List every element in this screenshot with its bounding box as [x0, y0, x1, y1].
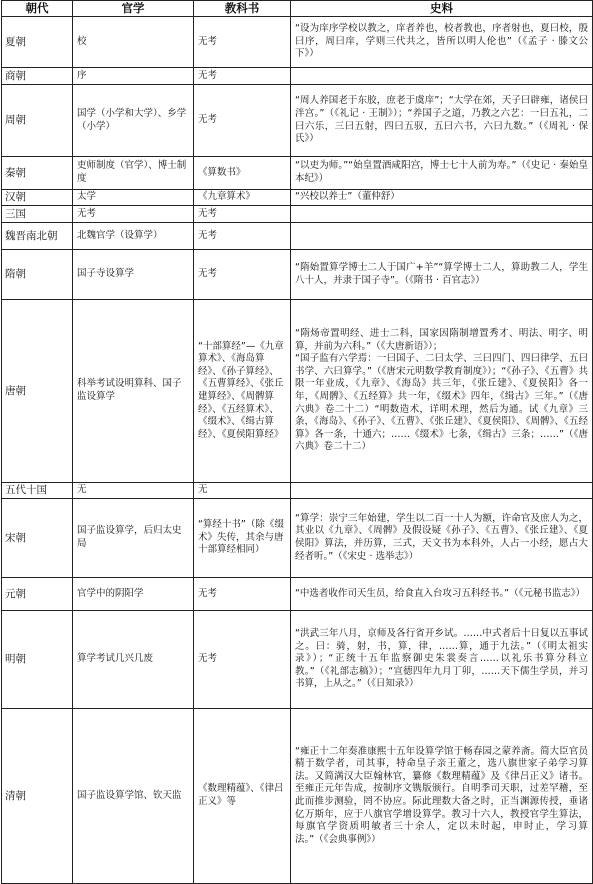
- textbook-cell: 无: [194, 483, 291, 499]
- sources-cell: [291, 206, 593, 223]
- table-row: [2, 499, 593, 578]
- dynasty-cell: 五代十国: [2, 483, 73, 499]
- table-row: [2, 206, 593, 223]
- school-cell: 国学（小学和大学）、乡学（小学）: [73, 85, 194, 157]
- school-cell: 序: [73, 68, 194, 85]
- table-row: [2, 85, 593, 157]
- table-row: [2, 300, 593, 483]
- sources-cell: “周人养国老于东胶，庶老于虞庠”；“大学在郊，天子曰辟雍，诸侯曰泮宫。”（《礼记 · 王制》）；“养国子之道，乃教之六艺：一曰五礼，二曰六乐，三曰五射，四曰五驭，五曰六书，六曰九数。”（《周礼 · 保氏》）: [291, 85, 593, 157]
- textbook-cell: 无考: [194, 611, 291, 709]
- sources-cell: “设为庠序学校以教之，庠者养也，校者教也，序者射也，夏曰校，殷曰序，周曰庠，学则三代共之，皆所以明人伦也”（《孟子 · 滕文公下》）: [291, 17, 593, 68]
- textbook-cell: 无考: [194, 206, 291, 223]
- school-cell: 太学: [73, 190, 194, 206]
- table-row: [2, 250, 593, 300]
- sources-cell: “洪武三年八月，京师及各行省开乡试。……中式者后十日复以五事试之。曰：骑，射，书，算，律，……算，通于九法。”（《明太祖实录》）；“正统十五年监察御史朱裳奏言……以礼乐书算分科立教。”（《礼部志稿》）；“宣德四年九月丁卯，……天下儒生学员，并习书算，上从之。”（《日知录》）: [291, 611, 593, 709]
- textbook-cell: 《九章算术》: [194, 190, 291, 206]
- header-row: [2, 1, 593, 17]
- school-cell: 无考: [73, 206, 194, 223]
- header-sources: 史料: [291, 1, 593, 17]
- table-row: [2, 223, 593, 250]
- header-textbook: 教科书: [194, 1, 291, 17]
- textbook-cell: 无考: [194, 578, 291, 611]
- header-dynasty: 朝代: [2, 1, 73, 17]
- dynasty-cell: 汉朝: [2, 190, 73, 206]
- sources-cell: [291, 483, 593, 499]
- table-row: [2, 190, 593, 206]
- textbook-cell: 无考: [194, 85, 291, 157]
- school-cell: 科举考试设明算科、国子监设算学: [73, 300, 194, 483]
- textbook-cell: 无考: [194, 250, 291, 300]
- sources-cell: “中选者收作司天生员，给食直入台攻习五科经书。”（《元秘书监志》）: [291, 578, 593, 611]
- dynasty-cell: 宋朝: [2, 499, 73, 578]
- dynasty-cell: 唐朝: [2, 300, 73, 483]
- source-paragraph: “隋炀帝置明经、进士二科，国家因隋制增置秀才、明法、明字、明算，并前为六科。”（《大唐新语》）；: [295, 328, 588, 352]
- history-table: [1, 0, 593, 884]
- table-row: [2, 611, 593, 709]
- sources-cell: [291, 68, 593, 85]
- school-cell: 吏师制度（官学）、博士制度: [73, 157, 194, 190]
- dynasty-cell: 三国: [2, 206, 73, 223]
- school-cell: 无: [73, 483, 194, 499]
- sources-cell: “隋始置算学博士二人于国广+羊”“算学博士二人，算助教二人，学生八十人，并隶于国子寺”。（《隋书 · 百官志》）: [291, 250, 593, 300]
- school-cell: 国子寺设算学: [73, 250, 194, 300]
- school-cell: 官学中的阴阳学: [73, 578, 194, 611]
- table-row: [2, 578, 593, 611]
- sources-cell: [291, 300, 593, 483]
- dynasty-cell: 魏晋南北朝: [2, 223, 73, 250]
- table-row: [2, 68, 593, 85]
- dynasty-cell: 周朝: [2, 85, 73, 157]
- school-cell: 北魏官学（设算学）: [73, 223, 194, 250]
- dynasty-cell: 明朝: [2, 611, 73, 709]
- sources-cell: [291, 223, 593, 250]
- dynasty-cell: 秦朝: [2, 157, 73, 190]
- sources-cell: “算学：崇宁三年始建，学生以二百一十人为额，许命官及庶人为之，其业以《九章》、《周髀》及假设疑《孙子》、《五曹》、《张丘建》、《夏侯阳》算法，并历算，三式，天文书为本科外，人占一小经，愿占大经者听。”（《宋史 · 选举志》）: [291, 499, 593, 578]
- textbook-cell: 《算数书》: [194, 157, 291, 190]
- table-row: [2, 17, 593, 68]
- dynasty-cell: 元朝: [2, 578, 73, 611]
- school-cell: 算学考试几兴几废: [73, 611, 194, 709]
- sources-cell: “雍正十二年奏准康熙十五年设算学馆于畅春园之蒙养斋。简大臣官员精于数学者，司其事，特命皇子亲王董之，选八旗世家子弟学习算法。又简满汉大臣翰林官，纂修《数理精蕴》及《律吕正义》诸书。至雍正元年告成，按制序文镌版颁行。自明季司天职，过差罕稽，至此而推步测验，罔不协应。际此理数大备之时，正当渊源传授，垂诸亿万斯年，应于八旗官学增设算学。教习十六人，教授官学生算法，每旗官学资质明敏者三十余人，定以未时起，申时止，学习算法。”（《会典事例》）: [291, 709, 593, 884]
- textbook-cell: 无考: [194, 17, 291, 68]
- table-row: [2, 709, 593, 884]
- school-cell: 国子监设算学，后归太史局: [73, 499, 194, 578]
- textbook-cell: 《数理精蕴》、《律吕正义》等: [194, 709, 291, 884]
- table-row: [2, 483, 593, 499]
- dynasty-cell: 隋朝: [2, 250, 73, 300]
- table-row: [2, 157, 593, 190]
- header-school: 官学: [73, 1, 194, 17]
- textbook-cell: “算经十书”（除《缀术》失传，其余与唐十部算经相同）: [194, 499, 291, 578]
- dynasty-cell: 商朝: [2, 68, 73, 85]
- textbook-cell: 无考: [194, 223, 291, 250]
- sources-cell: “以吏为师。”“始皇置酒咸阳宫，博士七十人前为寿。”（《史记 · 秦始皇本纪》）: [291, 157, 593, 190]
- textbook-cell: 无考: [194, 68, 291, 85]
- school-cell: 校: [73, 17, 194, 68]
- dynasty-cell: 夏朝: [2, 17, 73, 68]
- school-cell: 国子监设算学馆、钦天监: [73, 709, 194, 884]
- source-paragraph: “国子监有六学焉：一曰国子、二曰太学、三曰四门、四曰律学、五曰书学、六曰算学。”（《唐宋元明数学教育制度》）；“《孙子》、《五曹》共限一年业成，《九章》、《海岛》共三年，《张丘建》、《夏侯阳》各一年，《周髀》、《五经算》共一年，《缀术》四年，《缉古》三年。”（《唐六典》卷二十二）“明数造术，详明术理，然后为通。试《九章》三条，《海岛》、《孙子》、《五曹》、《张丘建》、《夏侯阳》、《周髀》、《五经算》各一条，十通六；……《缀术》七条，《缉古》三条；……”（《唐六典》卷二十二）: [295, 353, 588, 453]
- textbook-cell: “十部算经”—《九章算术》、《海岛算经》、《孙子算经》、《五曹算经》、《张丘建算经》、《周髀算经》、《五经算术》、《缀术》、《缉古算经》、《夏侯阳算经》: [194, 300, 291, 483]
- dynasty-cell: 清朝: [2, 709, 73, 884]
- sources-cell: “兴校以养士”（董仲舒）: [291, 190, 593, 206]
